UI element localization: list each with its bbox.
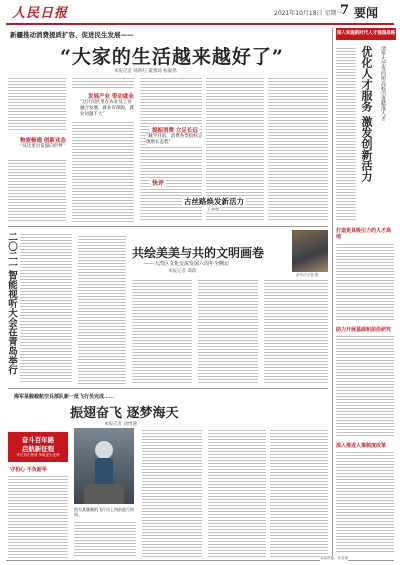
vertical-headline: 二〇二一智能视听大会在青岛举行 — [6, 232, 17, 375]
feature-subhead: ——大湾区文化交流发展六周年全侧记 — [144, 261, 230, 267]
feature-headline: 共绘美美与共的文明画卷 — [132, 246, 265, 260]
lead-bottom-rule — [8, 226, 328, 227]
right-text-block2 — [336, 242, 394, 322]
right-banner-text: 深入实施新时代人才强国战略 — [336, 31, 396, 36]
page-number: 7 — [340, 3, 350, 18]
vertical-story-text — [20, 232, 72, 384]
feature-text-col4 — [264, 278, 328, 384]
navy-text-col5 — [270, 428, 328, 558]
lead-byline: 本报记者 韩秋红 董雅琦 杨毅然 — [114, 69, 177, 74]
lead-text-col2 — [72, 76, 134, 90]
issue-date: 2021年10月18日 星期一 — [274, 10, 343, 17]
navy-headline: 振翅奋飞 逐梦海天 — [70, 406, 179, 421]
badge-line-3: ·牢记初心使命 争取更大光荣· — [15, 453, 61, 457]
feature-byline: 本报记者 谭政 — [168, 269, 197, 274]
feature-bottom-rule — [8, 388, 328, 389]
navy-text-col4 — [208, 428, 266, 558]
masthead-rule — [6, 23, 394, 25]
navy-text-col1 — [8, 474, 68, 558]
lead-text-col5 — [268, 76, 328, 222]
feature-text-col2 — [132, 278, 192, 384]
feature-text-col3 — [198, 278, 258, 384]
right-vertical-kicker: 清华大学等四所高校引进精准人才 — [380, 46, 386, 121]
footer-credits: 本版责编：孙亚楠 — [320, 556, 348, 560]
lead-text-col1b — [8, 158, 66, 222]
kuaiping-label: 快评 — [152, 180, 165, 187]
right-text-block4 — [336, 450, 394, 554]
right-text-block3 — [336, 334, 394, 438]
lower-subhead: 守初心 不负韶华 — [10, 467, 47, 473]
feature-text-col1 — [78, 234, 126, 384]
right-vertical-headline: 优化人才服务 激发创新活力 — [360, 46, 373, 182]
masthead — [0, 0, 400, 24]
navy-photo — [74, 428, 134, 504]
lead-subhead-3: 提振消费 立足长远 — [152, 128, 198, 134]
page-section-name: 要闻 — [354, 6, 379, 20]
anniversary-badge — [8, 432, 68, 462]
badge-line-1: 奋斗百年路 — [21, 436, 55, 444]
pilot-figure-icon — [74, 428, 134, 504]
lead-subquote-1: “从这里出发面向世界” — [20, 144, 66, 149]
right-banner — [336, 28, 396, 40]
right-subhead-1: 打造更具吸引力的人才高地 — [336, 228, 392, 240]
lead-subhead-1: 物流畅通 创新业态 — [20, 138, 66, 144]
navy-byline: 本报记者 刘博通 — [104, 422, 137, 427]
right-subhead-2: 助力开展基础和前沿研究 — [336, 327, 392, 333]
navy-text-col3 — [142, 428, 202, 558]
right-text-block1 — [336, 46, 356, 222]
lead-subquote-2: “这片园区里在农业及工业融合发展，就业有保障，就业问题不大” — [80, 100, 134, 117]
badge-line-2: 启航新征程 — [21, 445, 55, 453]
navy-text-col2 — [74, 520, 136, 558]
lead-subhead-2: 发展产业 带动就业 — [88, 94, 134, 100]
lead-kicker: 新疆推动消费提质扩容、促进民生发展—— — [10, 31, 134, 39]
kuaiping-byline: 王亦明 — [206, 208, 220, 213]
right-column-divider — [332, 28, 333, 560]
kuaiping-headline: 古丝路焕发新活力 — [184, 197, 244, 206]
navy-kicker: 海军某舰载航空兵部队新一批飞行员完成…… — [14, 394, 115, 400]
lead-headline: “大家的生活越来越好了” — [60, 46, 284, 68]
newspaper-logo: 人民日报 — [12, 6, 69, 21]
lead-text-col1 — [8, 76, 66, 131]
feature-photo — [292, 230, 328, 272]
lead-subquote-3: “截至目前，消费各类指标呈现增长态势” — [146, 134, 203, 145]
right-subhead-3: 深入推进人事制度改革 — [336, 443, 387, 449]
navy-photo-caption: 图为某舰载机飞行员上岗前进行培训。 — [74, 507, 134, 517]
lead-text-col2b — [72, 120, 134, 222]
photo-credit: 新华社记者 摄 — [296, 273, 319, 277]
